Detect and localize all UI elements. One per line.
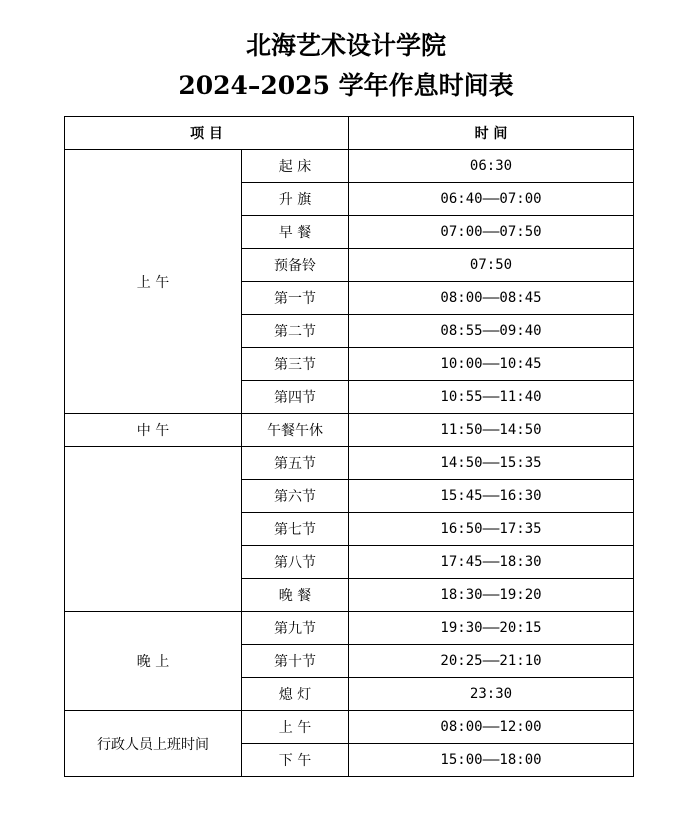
table-row	[65, 711, 634, 744]
document-title: 北海艺术设计学院	[245, 31, 446, 60]
row-time: 16:50——17:35	[349, 513, 634, 546]
row-item: 第八节	[242, 546, 349, 579]
row-time: 19:30——20:15	[349, 612, 634, 645]
group-evening: 晚 上	[65, 612, 242, 711]
group-noon: 中 午	[65, 414, 242, 447]
row-item: 午餐午休	[242, 414, 349, 447]
row-item: 起 床	[242, 150, 349, 183]
row-item: 第一节	[242, 282, 349, 315]
row-time: 06:30	[349, 150, 634, 183]
row-time: 11:50——14:50	[349, 414, 634, 447]
row-item: 下 午	[242, 744, 349, 777]
row-item: 升 旗	[242, 183, 349, 216]
row-item: 预备铃	[242, 249, 349, 282]
row-time: 08:55——09:40	[349, 315, 634, 348]
row-item: 第十节	[242, 645, 349, 678]
row-item: 第六节	[242, 480, 349, 513]
header-item: 项 目	[65, 117, 349, 150]
row-item: 上 午	[242, 711, 349, 744]
document-subtitle: 2024–2025 学年作息时间表	[178, 71, 514, 100]
schedule-table	[64, 116, 634, 777]
table-row	[65, 414, 634, 447]
row-time: 15:00——18:00	[349, 744, 634, 777]
row-item: 第二节	[242, 315, 349, 348]
row-item: 第七节	[242, 513, 349, 546]
row-item: 熄 灯	[242, 678, 349, 711]
row-time: 23:30	[349, 678, 634, 711]
table-row	[65, 150, 634, 183]
header-row	[65, 117, 634, 150]
row-time: 10:55——11:40	[349, 381, 634, 414]
row-item: 第五节	[242, 447, 349, 480]
row-item: 第三节	[242, 348, 349, 381]
row-item: 第九节	[242, 612, 349, 645]
row-time: 17:45——18:30	[349, 546, 634, 579]
group-admin: 行政人员上班时间	[65, 711, 242, 777]
row-time: 07:50	[349, 249, 634, 282]
row-time: 20:25——21:10	[349, 645, 634, 678]
row-item: 早 餐	[242, 216, 349, 249]
table-row	[65, 447, 634, 480]
row-time: 07:00——07:50	[349, 216, 634, 249]
group-morning: 上 午	[65, 150, 242, 414]
row-time: 08:00——12:00	[349, 711, 634, 744]
row-time: 06:40——07:00	[349, 183, 634, 216]
header-time: 时 间	[349, 117, 634, 150]
row-time: 15:45——16:30	[349, 480, 634, 513]
row-time: 10:00——10:45	[349, 348, 634, 381]
row-time: 14:50——15:35	[349, 447, 634, 480]
group-afternoon	[65, 447, 242, 612]
row-item: 第四节	[242, 381, 349, 414]
row-item: 晚 餐	[242, 579, 349, 612]
table-row	[65, 612, 634, 645]
row-time: 08:00——08:45	[349, 282, 634, 315]
row-time: 18:30——19:20	[349, 579, 634, 612]
